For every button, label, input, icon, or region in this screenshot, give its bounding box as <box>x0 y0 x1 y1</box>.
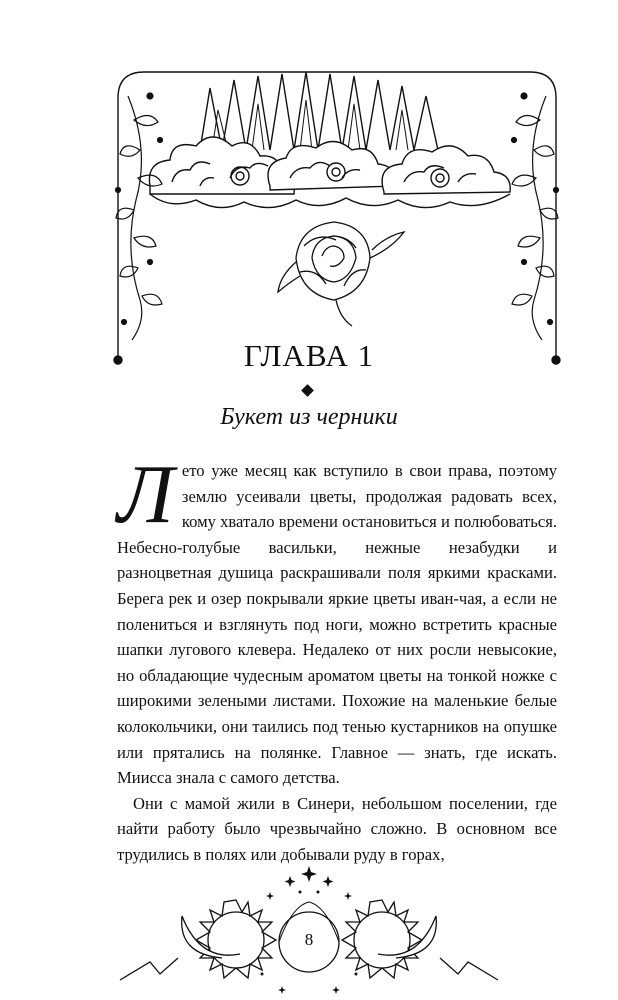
clouds <box>149 137 510 208</box>
title-divider-diamond <box>301 384 314 397</box>
drop-cap: Л <box>117 448 174 541</box>
chapter-subtitle: Букет из черники <box>220 404 398 430</box>
paragraph-2: Они с мамой жили в Синери, небольшом поселении, где найти работу было чрезвычайно сложно. В основном все трудились в полях или добывали руду в горах, <box>117 793 557 864</box>
rose-illustration <box>278 222 404 326</box>
paragraph-1 <box>117 448 557 791</box>
side-rays-left <box>120 958 178 980</box>
paragraph-1-text: ето уже месяц как вступило в свои права, поэтому землю усеивали цветы, продолжая радовать всех, кому хватало времени остановиться и полюбоваться. Небесно-голубые васильки, нежные незабудки и разноцветная душица раскрашивали поля яркими красками. Берега рек и озер покрывали яркие цветы иван-чая, а если не полениться и взглянуть под ноги, можно встретить красные шапки лугового клевера. Недалеко от них росли невысокие, но обладающие чудесным ароматом цветы на тонкой ножке с широкими зелеными листами. Похожие на маленькие белые колокольчики, они таились под тенью кустарников на опушке или прятались на полянке. Главное — знать, где искать. Миисса знала с самого детства. <box>117 461 557 788</box>
chapter-title: ГЛАВА 1 <box>243 338 375 373</box>
sun-right-icon <box>342 900 422 978</box>
sun-left-icon <box>196 900 276 978</box>
vine-left <box>116 93 163 340</box>
page-number: 8 <box>304 930 314 949</box>
chapter-text <box>117 448 557 868</box>
vine-right <box>512 93 559 340</box>
header-ornament <box>0 0 618 370</box>
side-rays-right <box>440 958 498 980</box>
